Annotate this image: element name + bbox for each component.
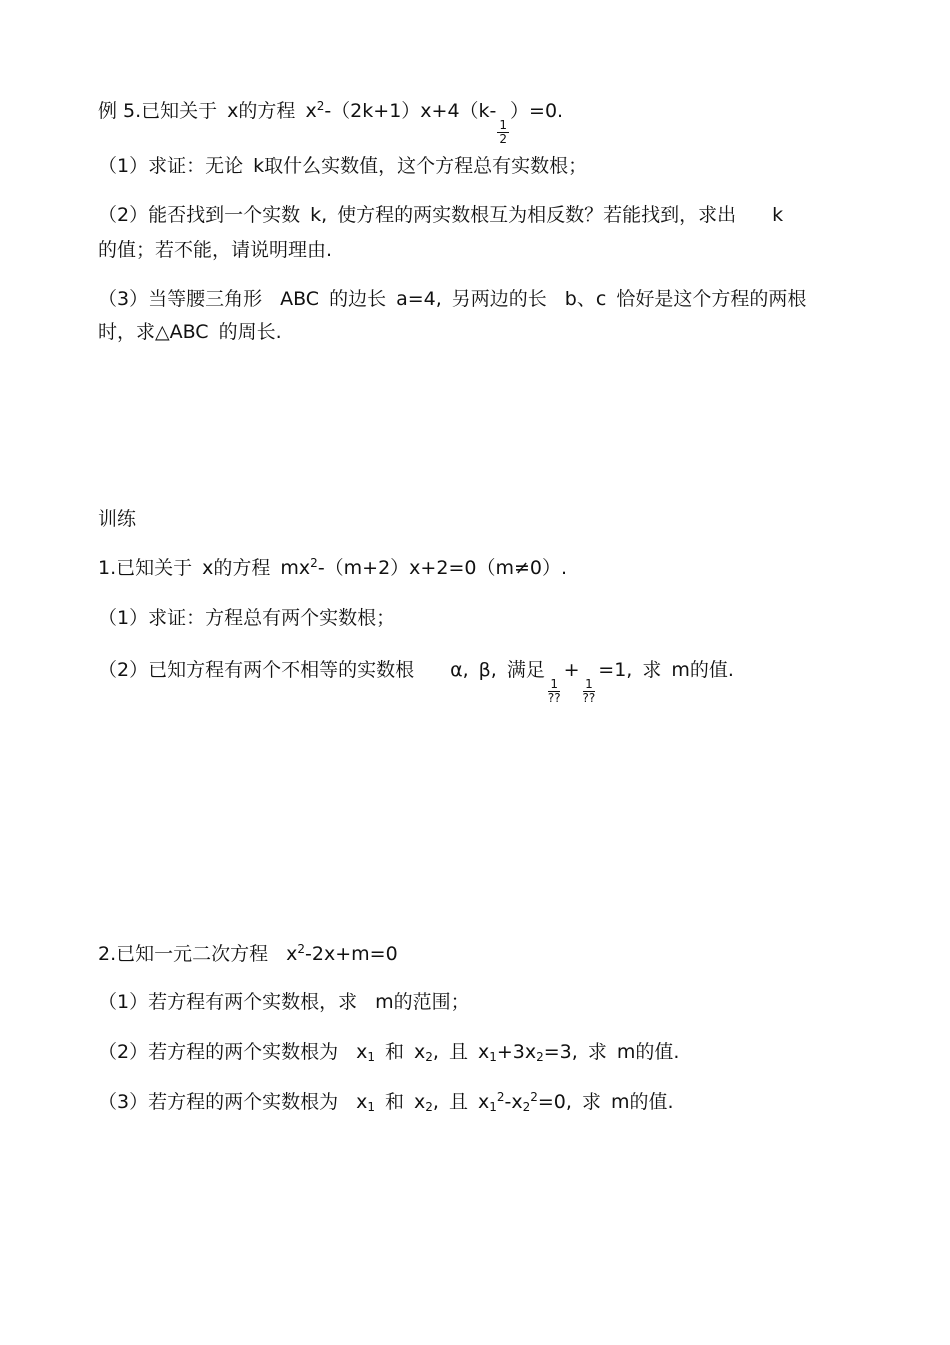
q1-rest: 取什么实数值，这个方程总有实数根；	[264, 155, 588, 177]
fraction-1-denominator: ??	[547, 691, 561, 705]
p2-q3-cond-x: x	[477, 1091, 490, 1113]
fraction-2-denominator: ??	[582, 691, 596, 705]
example-5-question-3-line-2	[98, 319, 282, 345]
p1-eq1: =1,	[598, 659, 633, 681]
p1-mx: mx	[280, 557, 311, 579]
eq-middle: -（2k+1）x+4（k-	[324, 100, 497, 122]
p1-beta: β,	[478, 659, 497, 681]
training-heading: 训练	[98, 508, 137, 530]
p1-cond: 满足	[506, 659, 545, 681]
problem-1-question-2	[98, 657, 734, 705]
p2-q3-sub-2: 2	[425, 1100, 433, 1114]
p2-q3-m: m	[610, 1091, 630, 1113]
p1-rest: -（m+2）x+2=0（m≠0）.	[317, 557, 568, 579]
p2-q3-and2: 且	[448, 1091, 468, 1113]
p2-q3-and: 和	[384, 1091, 404, 1113]
p1-end: 的值.	[689, 659, 734, 681]
p2-sub-1: 1	[367, 1050, 375, 1064]
p2-x2: x	[414, 1041, 426, 1063]
p2-q3-comma: ,	[432, 1091, 439, 1113]
p1-ask: 求	[642, 659, 662, 681]
p2-q3-cond-mid: -x	[504, 1091, 523, 1113]
p2-and: 和	[384, 1041, 404, 1063]
fraction-2-numerator: 1	[585, 677, 593, 691]
eq-intro: 的方程	[238, 100, 296, 122]
p2-rest: -2x+m=0	[305, 943, 398, 965]
problem-2-question-1	[98, 989, 470, 1015]
p2-q3-x1: x	[356, 1091, 368, 1113]
q3-line2-a: 时，求△ABC	[98, 321, 209, 343]
q1-text: （1）求证：无论	[98, 155, 244, 177]
p1-label: 1.已知关于	[98, 557, 193, 579]
q3-middle-2: 另两边的长	[451, 288, 547, 310]
q2-k: k,	[310, 204, 328, 226]
p1-x: x	[202, 557, 214, 579]
p2-q3: （3）若方程的两个实数根为	[98, 1091, 339, 1113]
q3-line2-b: 的周长.	[218, 321, 282, 343]
fraction-numerator: 1	[499, 118, 508, 132]
p2-x: x	[286, 943, 298, 965]
p2-x1: x	[356, 1041, 368, 1063]
p2-sub-2: 2	[425, 1050, 433, 1064]
fraction-one-half	[497, 119, 509, 146]
example-5-statement	[98, 98, 563, 146]
example-5-question-2-line-2	[98, 237, 332, 263]
p2-square: 2	[297, 942, 306, 956]
q3-rest: 恰好是这个方程的两根	[616, 288, 807, 310]
p2-q3-square-2: 2	[530, 1090, 538, 1104]
var-x: x	[227, 100, 239, 122]
problem-2-question-2	[98, 1039, 679, 1065]
p2-q2: （2）若方程的两个实数根为	[98, 1041, 339, 1063]
example-5-question-2	[98, 202, 783, 228]
p2-and2: 且	[448, 1041, 468, 1063]
p1-m: m	[671, 659, 690, 681]
p2-q3-ask: 求	[581, 1091, 601, 1113]
p1-q1: （1）求证：方程总有两个实数根；	[98, 607, 396, 629]
example-5-question-1	[98, 153, 587, 179]
p2-m: m	[616, 1041, 636, 1063]
q3-abc: ABC	[280, 288, 320, 310]
fraction-2	[581, 678, 598, 705]
p2-comma: ,	[432, 1041, 439, 1063]
problem-2-question-3	[98, 1089, 674, 1115]
q2-k-2: k	[772, 204, 784, 226]
q3-bc: b、c	[564, 288, 607, 310]
fraction-denominator: 2	[499, 132, 508, 146]
p2-q3-cond-end: =0,	[537, 1091, 572, 1113]
p2-q1: （1）若方程有两个实数根，求	[98, 991, 358, 1013]
eq-end: ）=0.	[510, 100, 564, 122]
p1-square: 2	[310, 556, 318, 570]
p2-q1-end: 的范围；	[393, 991, 470, 1013]
p2-q3-end: 的值.	[629, 1091, 674, 1113]
q3-a: a=4,	[396, 288, 442, 310]
p2-q3-sub-1: 1	[367, 1100, 375, 1114]
p2-cond-mid: +3x	[496, 1041, 537, 1063]
example-label: 例 5.已知关于	[98, 100, 218, 122]
p2-label: 2.已知一元二次方程	[98, 943, 269, 965]
problem-1-question-1	[98, 605, 395, 631]
fraction-1-numerator: 1	[550, 677, 559, 691]
p2-cond-x: x	[477, 1041, 490, 1063]
q3-middle: 的边长	[329, 288, 387, 310]
q2-line2: 的值；若不能，请说明理由.	[98, 239, 333, 261]
p2-cond-sub-2: 2	[536, 1050, 544, 1064]
p2-cond-end: =3,	[543, 1041, 578, 1063]
q1-k: k	[253, 155, 265, 177]
p2-end: 的值.	[635, 1041, 680, 1063]
p1-plus: +	[563, 659, 580, 681]
eq-x: x	[305, 100, 317, 122]
q3-text: （3）当等腰三角形	[98, 288, 263, 310]
p2-q3-cond-sub-1: 1	[489, 1100, 497, 1114]
p2-ask: 求	[587, 1041, 607, 1063]
eq-square: 2	[316, 99, 325, 113]
p1-alpha: α,	[450, 659, 469, 681]
p2-q3-x2: x	[414, 1091, 426, 1113]
p2-q3-cond-sub-2: 2	[522, 1100, 531, 1114]
example-5-question-3	[98, 286, 806, 312]
q2-text: （2）能否找到一个实数	[98, 204, 301, 226]
q2-middle: 使方程的两实数根互为相反数？若能找到，求出	[337, 204, 737, 226]
p2-q1-m: m	[375, 991, 394, 1013]
p2-q3-square-1: 2	[496, 1090, 505, 1104]
p1-q2: （2）已知方程有两个不相等的实数根	[98, 659, 415, 681]
fraction-1	[546, 678, 563, 705]
p1-mid: 的方程	[213, 557, 271, 579]
p2-cond-sub-1: 1	[489, 1050, 497, 1064]
problem-1-statement	[98, 555, 567, 581]
problem-2-statement	[98, 941, 398, 967]
